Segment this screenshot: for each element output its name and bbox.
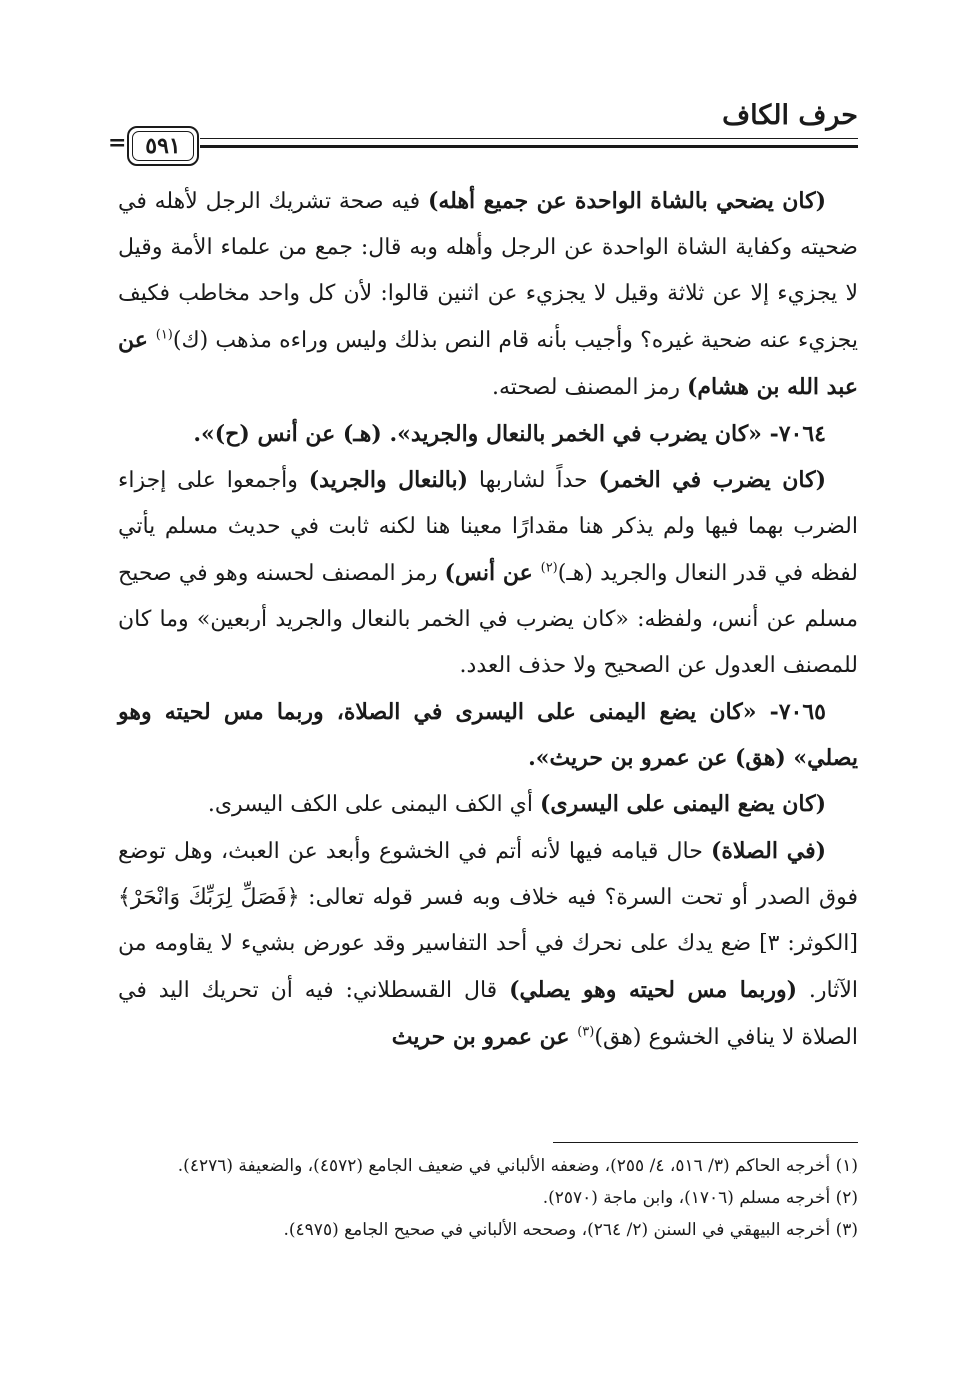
narrator: عن عمرو بن حريث <box>391 1024 578 1050</box>
matn-quote: (بالنعال والجريد) <box>308 467 469 493</box>
hadith-7064: ٧٠٦٤- «كان يضرب في الخمر بالنعال والجريد». (هـ) عن أنس (ح)». <box>193 421 826 447</box>
main-text <box>118 178 858 1061</box>
paragraph-2 <box>118 457 858 689</box>
commentary-text: وأجمعوا على إجزاء الضرب بهما فيها ولم يذكر هنا مقدارًا معينا هنا لكنه ثابت في حديث مسلم يأتي لفظه في قدر النعال والجريد (هـ) <box>118 468 858 586</box>
matn-quote: (كان يضع اليمنى على اليسرى) <box>539 791 826 817</box>
commentary-text: فيه صحة تشريك الرجل لأهله في ضحيته وكفاية الشاة الواحدة عن الرجل وأهله وبه قال: جمع من علماء الأمة وقيل لا يجزيء إلا عن ثلاثة وقيل لا يجزيء عن اثنين قالوا: لأن كل واحد مخاطب فكيف يجزيء عنه ضحية غيره؟ وأجيب بأنه قام النص بذلك وليس وراءه مذهب (ك) <box>118 189 858 353</box>
footnote-separator <box>553 1142 858 1143</box>
page-number: ٥٩١ <box>127 126 199 166</box>
paragraph-1 <box>118 178 858 411</box>
commentary-text: أي الكف اليمنى على الكف اليسرى. <box>207 792 540 817</box>
commentary-text: رمز المصنف لصحته. <box>492 375 687 400</box>
matn-quote: (وربما مس لحيته وهو يصلي) <box>509 977 798 1003</box>
commentary-text: حداً لشاربها <box>468 468 599 493</box>
footnote-3: (٣) أخرجه البيهقي في السنن (٢/ ٢٦٤)، وصححه الألباني في صحيح الجامع (٤٩٧٥). <box>283 1220 858 1240</box>
footnote-ref-3[interactable]: (٣) <box>577 1024 595 1040</box>
paragraph-3 <box>118 781 858 828</box>
hadith-7065: ٧٠٦٥- «كان يضع اليمنى على اليسرى في الصلاة، وربما مس لحيته وهو يصلي» (هق) عن عمرو بن حريث». <box>118 699 858 771</box>
page-number-mark: = <box>108 130 127 156</box>
footnote-2: (٢) أخرجه مسلم (١٧٠٦)، وابن ماجة (٢٥٧٠). <box>542 1188 858 1208</box>
paragraph-4 <box>118 828 858 1061</box>
chapter-title: حرف الكاف <box>722 100 858 131</box>
commentary-text: قال القسطلاني: فيه أن تحريك اليد في الصلاة لا ينافي الخشوع (هق) <box>118 978 858 1050</box>
header-rule-thick <box>200 145 858 148</box>
commentary-text: حال قيامه فيها لأنه أتم في الخشوع وأبعد عن العبث، وهل توضع فوق الصدر أو تحت السرة؟ فيه خلاف وبه فسر قوله تعالى: ﴿فَصَلِّ لِرَبِّكَ وَانْحَرْ﴾ [الكوثر: ٣] ضع يدك على نحرك في أحد التفاسير وقد عورض بشيء لا يقاومه من الآثار. <box>118 839 858 1003</box>
footnote-ref-1[interactable]: (١) <box>155 327 173 343</box>
matn-quote: (كان يضرب في الخمر) <box>598 467 826 493</box>
footnotes <box>118 1150 858 1246</box>
narrator: عن عبد الله بن هشام) <box>118 327 858 400</box>
footnote-ref-2[interactable]: (٢) <box>540 560 558 576</box>
narrator: عن أنس) <box>444 560 541 586</box>
header-rule <box>200 138 858 139</box>
commentary-text: رمز المصنف لحسنه وهو في صحيح مسلم عن أنس، ولفظه: «كان يضرب في الخمر بالنعال والجريد أربعين» وما كان للمصنف العدول عن الصحيح ولا حذف العدد. <box>118 561 858 678</box>
footnote-1: (١) أخرجه الحاكم (٣/ ٥١٦، ٤/ ٢٥٥)، وضعفه الألباني في ضعيف الجامع (٤٥٧٢)، والضعيفة (٤٢٧٦). <box>177 1156 858 1176</box>
matn-quote: (كان يضحي بالشاة الواحدة عن جميع أهله) <box>427 188 826 214</box>
matn-quote: (في الصلاة) <box>710 838 826 864</box>
